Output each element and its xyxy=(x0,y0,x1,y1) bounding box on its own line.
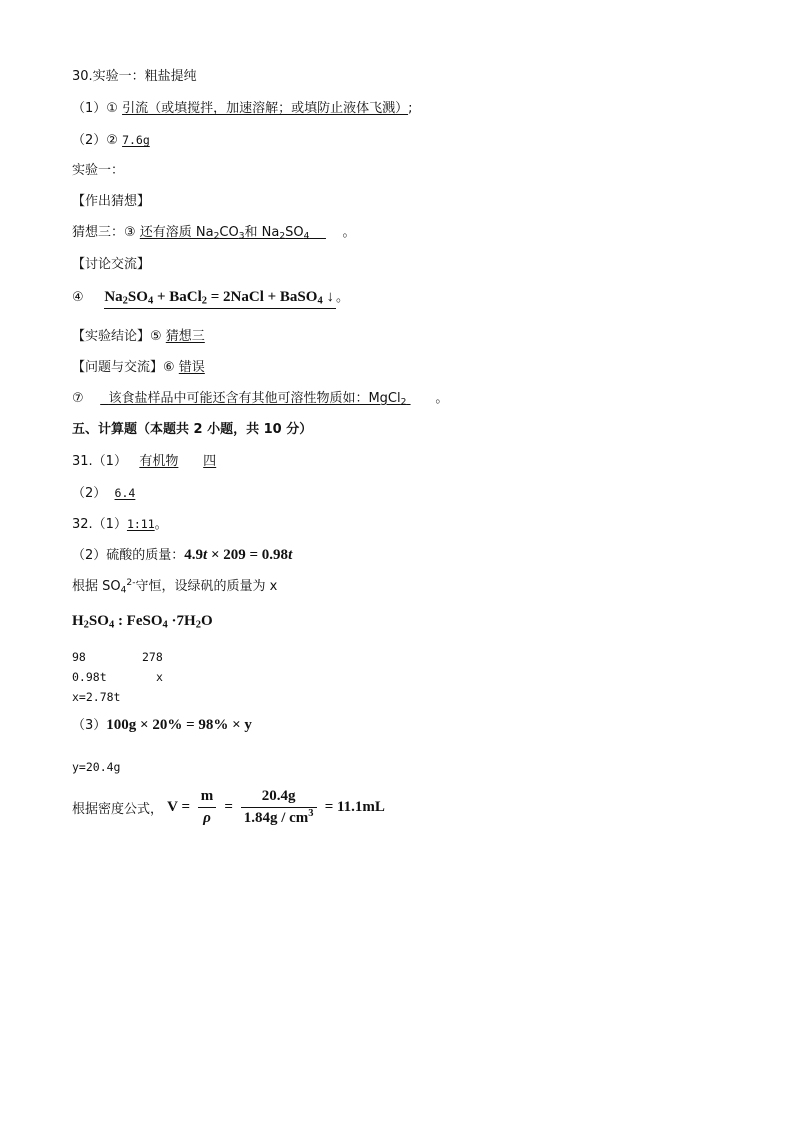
y-result: y=20.4g xyxy=(72,760,121,774)
fraction-m-rho: $\frac{m}{\rho}$ xyxy=(198,788,217,827)
x-result: x=2.78t xyxy=(72,690,121,704)
q31-answer-b: 四 xyxy=(203,454,217,469)
answer-1: 引流（或填搅拌，加速溶解；或填防止液体飞溅） xyxy=(122,101,409,116)
guess-line: 猜想三：③ 还有溶质 $Na_2CO_3$和 $Na_2SO_4$ 。 xyxy=(72,225,356,242)
q32-line2: （2）硫酸的质量：4.9t × 209 = 0.98t xyxy=(72,547,293,563)
q30-title: 30.实验一：粗盐提纯 xyxy=(72,69,197,84)
q32-part3: （3）100g × 20% = 98% × y xyxy=(72,717,252,733)
answer-7-line: ⑦ 该食盐样品中可能还含有其他可溶性物质如：MgCl$_2$ 。 xyxy=(72,391,449,408)
section-5-title: 五、计算题（本题共 2 小题，共 10 分） xyxy=(72,422,313,437)
answer-3: 还有溶质 $Na_2CO_3$和 $Na_2SO_4$ xyxy=(139,225,310,242)
q30-line1: （1）① 引流（或填搅拌，加速溶解；或填防止液体飞溅）; xyxy=(72,101,413,116)
mass-relation: $H_2SO_4$ : FeSO$_4$ $\cdot 7H_2O$ xyxy=(72,613,213,631)
answer-2: 7.6g xyxy=(122,133,150,147)
q32-line3: 根据 $SO_4^{2-}$守恒，设绿矾的质量为 x xyxy=(72,578,278,596)
sulfuric-acid-mass-equation: 4.9t × 209 = 0.98t xyxy=(184,547,293,563)
q32-answer-1: 1:11 xyxy=(126,517,155,531)
conclusion-line: 【实验结论】⑤ 猜想三 xyxy=(72,329,205,344)
issue-line: 【问题与交流】⑥ 错误 xyxy=(72,360,205,375)
discuss-heading: 【讨论交流】 xyxy=(72,257,151,272)
ratio-row-2: 0.98t x xyxy=(72,670,163,684)
density-formula: 根据密度公式， V = $\frac{m}{\rho}$ = $\frac{20.4g}{1.84g / cm^3}$ = 11.1mL xyxy=(72,788,385,826)
experiment-2-heading: 实验一： xyxy=(72,163,125,178)
equation-line: ④ $Na_2SO_4$ + BaCl$_2$ = 2NaCl + BaSO$_4$ ↓ 。 xyxy=(72,288,349,309)
q31-line2: （2） 6.4 xyxy=(72,486,136,501)
fraction-density-values: $\frac{20.4g}{1.84g / cm^3}$ xyxy=(241,788,317,827)
answer-5: 猜想三 xyxy=(165,329,205,344)
answer-6: 错误 xyxy=(178,360,205,375)
q31-answer-2: 6.4 xyxy=(114,486,136,500)
guess-heading: 【作出猜想】 xyxy=(72,194,151,209)
q31-answer-a: 有机物 xyxy=(139,454,179,469)
ratio-row-1: 98 278 xyxy=(72,650,163,664)
q31-line1: 31.（1） 有机物 四 xyxy=(72,454,217,469)
answer-7: 该食盐样品中可能还含有其他可溶性物质如：MgCl$_2$ xyxy=(108,391,407,408)
q30-line2: （2）② 7.6g xyxy=(72,133,150,148)
q32-line1: 32.（1）1:11。 xyxy=(72,517,168,532)
answer-4-equation: $Na_2SO_4$ + BaCl$_2$ = 2NaCl + BaSO$_4$ ↓ xyxy=(104,288,336,309)
